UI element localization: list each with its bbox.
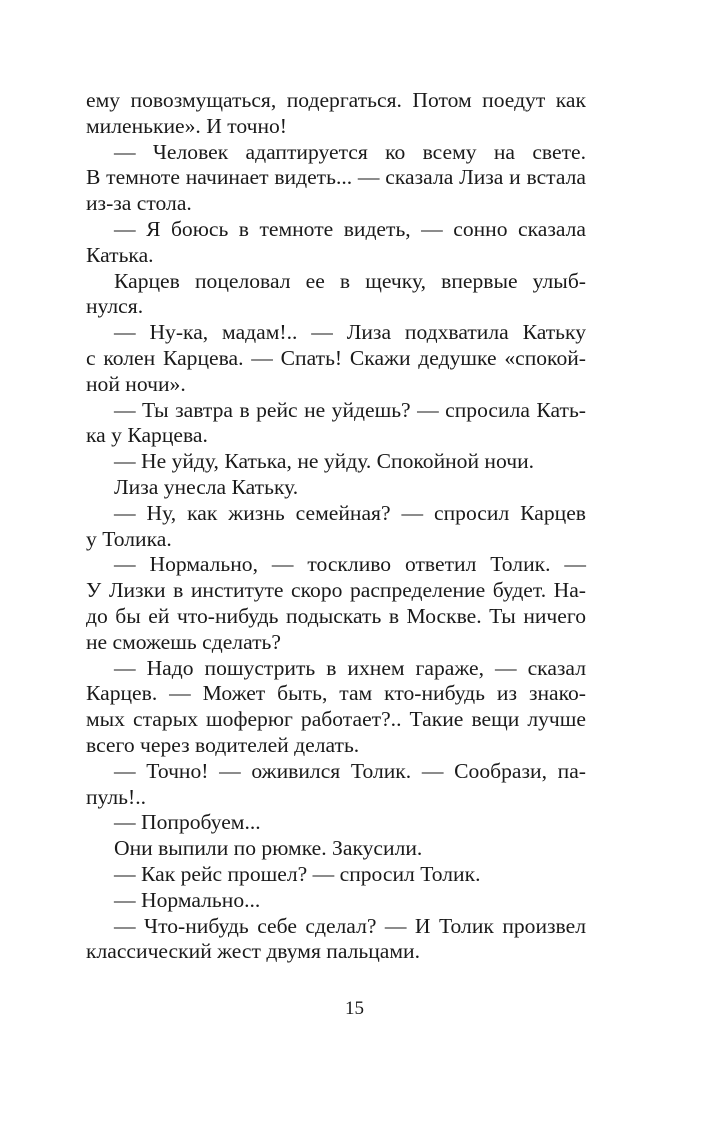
text-line: пуль!.. [86, 784, 147, 809]
text-line: нулся. [86, 294, 144, 319]
text-line: Они выпили по рюмке. Закусили. [114, 836, 423, 861]
text-line: Лиза унесла Катьку. [114, 474, 299, 499]
text-line: Карцев. — Может быть, там кто-нибудь из знако- [86, 681, 586, 706]
page-body-text [86, 88, 586, 965]
text-line: — Ну-ка, мадам!.. — Лиза подхватила Катьку [114, 320, 586, 345]
text-line: — Надо пошустрить в ихнем гараже, — сказал [114, 655, 586, 680]
page-number: 15 [345, 998, 364, 1019]
text-line: — Ты завтра в рейс не уйдешь? — спросила Кать- [114, 397, 586, 422]
text-line: классический жест двумя пальцами. [86, 939, 420, 964]
text-line: мых старых шоферюг работает?.. Такие вещи лучше [86, 707, 586, 732]
text-line: миленькие». И точно! [86, 113, 287, 138]
text-line: В темноте начинает видеть... — сказала Лиза и встала [86, 165, 586, 190]
text-line: ка у Карцева. [86, 423, 208, 448]
text-line: из-за стола. [86, 191, 192, 216]
text-line: у Толика. [86, 526, 172, 551]
text-line: — Что-нибудь себе сделал? — И Толик произвел [114, 913, 586, 938]
text-line: Карцев поцеловал ее в щечку, впервые улыб- [114, 268, 586, 293]
text-line: не сможешь сделать? [86, 629, 281, 654]
text-line: до бы ей что-нибудь подыскать в Москве. Ты ничего [86, 603, 586, 628]
text-line: — Как рейс прошел? — спросил Толик. [114, 861, 481, 886]
text-line: Катька. [86, 242, 154, 267]
text-line: ной ночи». [86, 371, 186, 396]
text-line: ему повозмущаться, подергаться. Потом поедут как [86, 88, 586, 112]
text-line: — Нормально, — тоскливо ответил Толик. — [114, 552, 586, 577]
text-line: У Лизки в институте скоро распределение будет. На- [86, 578, 586, 603]
text-line: — Я боюсь в темноте видеть, — сонно сказала [114, 216, 586, 241]
text-line: — Не уйду, Катька, не уйду. Спокойной ночи. [114, 449, 535, 474]
text-line: — Человек адаптируется ко всему на свете. [114, 139, 586, 164]
text-line: всего через водителей делать. [86, 732, 360, 757]
text-line: — Ну, как жизнь семейная? — спросил Карцев [114, 500, 586, 525]
text-line: с колен Карцева. — Спать! Скажи дедушке «спокой- [86, 345, 586, 370]
text-line: — Нормально... [114, 887, 261, 912]
text-line: — Точно! — оживился Толик. — Сообрази, па- [114, 758, 586, 783]
text-line: — Попробуем... [114, 810, 261, 835]
